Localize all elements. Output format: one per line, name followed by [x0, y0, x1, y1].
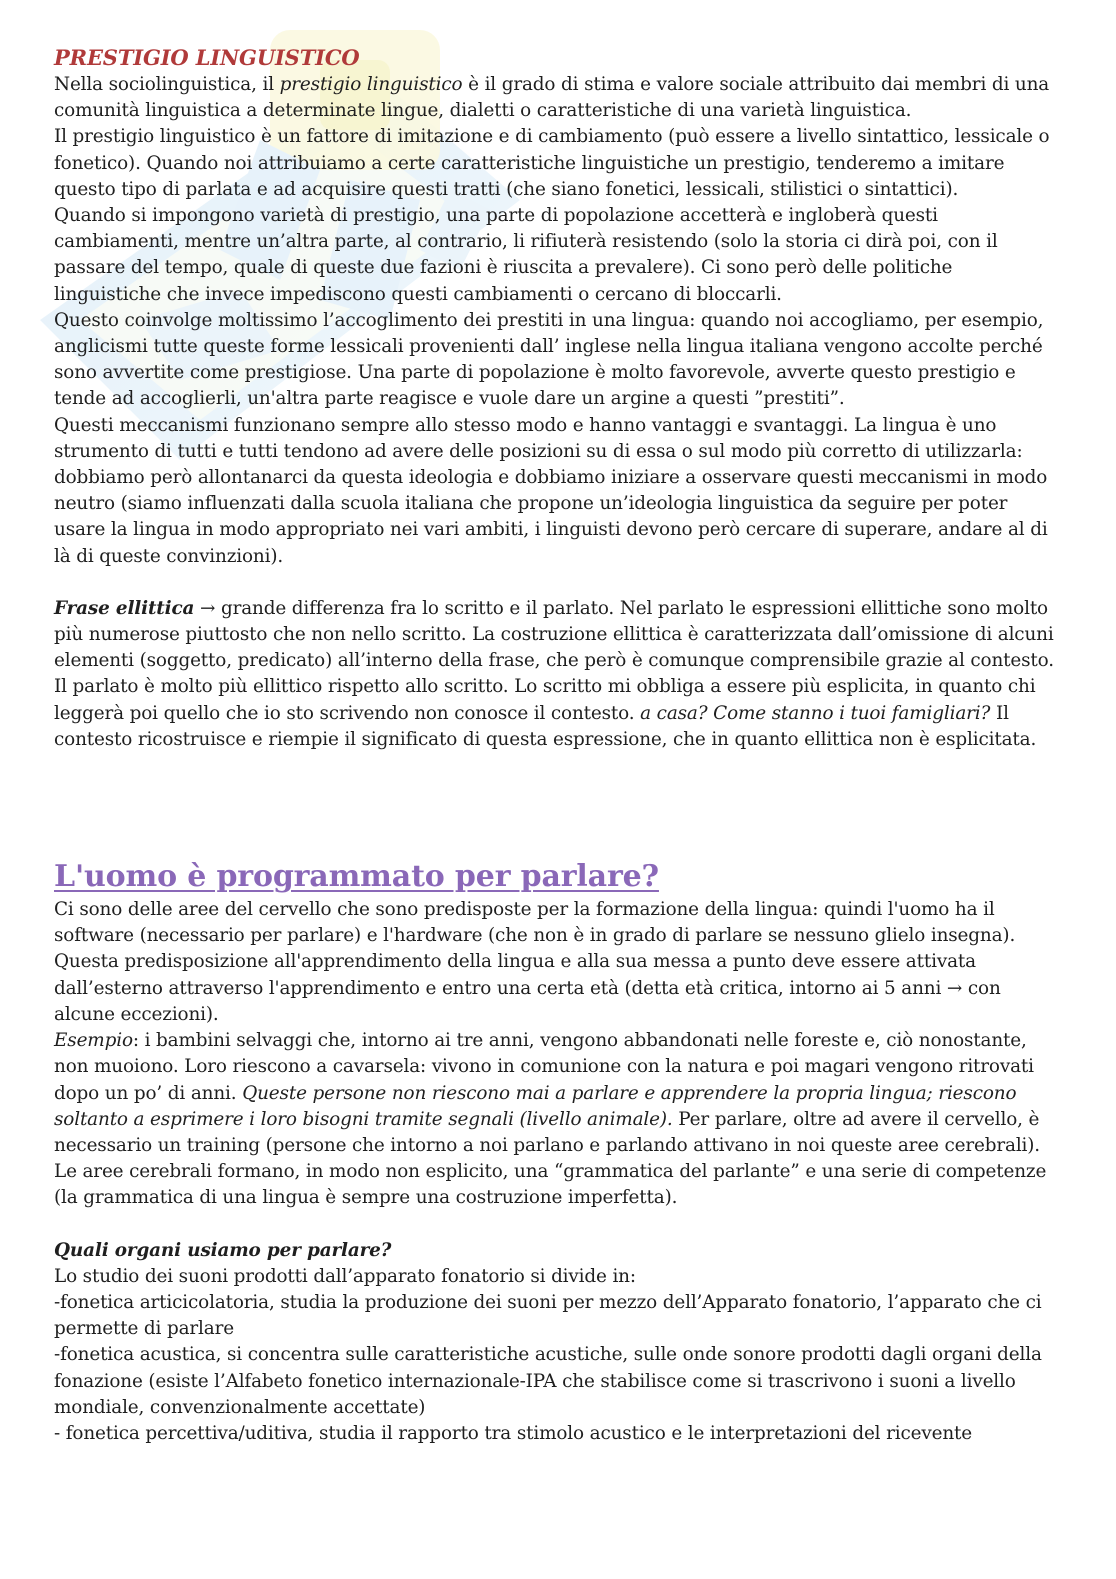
text-span: Nella sociolinguistica, il	[54, 74, 280, 95]
example-label: Esempio	[54, 1030, 133, 1052]
document-body	[54, 44, 1064, 1447]
example-italic: Queste persone non riescono mai a parlare e apprendere la propria lingua; riescono soltanto a esprimere i loro bisogni tramite segnali (livello animale).	[54, 1082, 1017, 1130]
list-item: -fonetica articicolatoria, studia la produzione dei suoni per mezzo dell’Apparato fonatorio, l’apparato che ci permette di parlare	[54, 1291, 1042, 1340]
paragraph: Il prestigio linguistico è un fattore di imitazione e di cambiamento (può essere a livello sintattico, lessicale o fonetico). Quando noi attribuiamo a certe caratteristiche linguistiche un prestigio, tenderemo a imitare questo tipo di parlata e ad acquisire questi tratti (che siano fonetici, lessicali, stilistici o sintattici).	[54, 126, 1050, 200]
subsection-title-organi: Quali organi usiamo per parlare?	[54, 1239, 392, 1261]
list-item: - fonetica percettiva/uditiva, studia il rapporto tra stimolo acustico e le interpretazioni del ricevente	[54, 1422, 973, 1444]
example-italic: a casa? Come stanno i tuoi famigliari?	[640, 702, 991, 724]
text-span: Ci sono delle aree del cervello che sono predisposte per la formazione della lingua: quindi l'uomo ha il software (necessario per parlare) e l'hardware (che non è in grado di parlare se nessuno glielo insegna). Questa predisposizione all'apprendimento della lingua e alla sua messa a punto deve essere attivata dall’esterno attraverso l'apprendimento e entro una certa età (detta età critica, intorno ai 5 anni	[54, 899, 1016, 999]
section-title-prestigio: PRESTIGIO LINGUISTICO	[54, 45, 360, 70]
paragraph: Questo coinvolge moltissimo l’accoglimento dei prestiti in una lingua: quando noi accogliamo, per esempio, anglicismi tutte queste forme lessicali provenienti dall’ inglese nella lingua italiana vengono accolte perché sono avvertite come prestigiose. Una parte di popolazione è molto favorevole, avverte questo prestigio e tende ad accoglierli, un'altra parte reagisce e vuole dare un argine a questi ”prestiti”.	[54, 309, 1044, 410]
paragraph	[54, 897, 1064, 1028]
text-span: grande differenza fra lo scritto e il parlato. Nel parlato le espressioni ellittiche sono molto più numerose piuttosto che non nello scritto. La costruzione ellittica è caratterizzata dall’omissione di alcuni elementi (soggetto, predicato) all’interno della frase, che però è comunque comprensibile grazie al contesto. Il parlato è molto più ellittico rispetto allo scritto. Lo scritto mi obbliga a essere più esplicita, in quanto chi leggerà poi quello che io sto scrivendo non conosce il contesto.	[54, 597, 1054, 724]
paragraph: Quando si impongono varietà di prestigio, una parte di popolazione accetterà e ingloberà questi cambiamenti, mentre un’altra parte, al contrario, li rifiuterà resistendo (solo la storia ci dirà poi, con il passare del tempo, quale di queste due fazioni è riuscita a prevalere). Ci sono però delle politiche linguistiche che invece impediscono questi cambiamenti o cercano di bloccarli.	[54, 205, 998, 305]
text-span: Il contesto ricostruisce e riempie il significato di questa espressione, che in quanto ellittica non è esplicitata.	[54, 702, 1037, 750]
paragraph-esempio	[54, 1028, 1064, 1211]
paragraph: Questi meccanismi funzionano sempre allo stesso modo e hanno vantaggi e svantaggi. La lingua è uno strumento di tutti e tutti tendono ad avere delle posizioni su di essa o sul modo più corretto di utilizzarla: dobbiamo però allontanarci da questa ideologia e dobbiamo iniziare a osservare questi meccanismi in modo neutro (siamo influenzati dalla scuola italiana che propone un’ideologia linguistica da seguire per poter usare la lingua in modo appropriato nei vari ambiti, i linguisti devono però cercare di superare, andare al di là di queste convinzioni).	[54, 414, 1048, 567]
term-frase-ellittica: Frase ellittica	[54, 597, 195, 619]
arrow-right-icon: →	[946, 977, 963, 999]
paragraph: Lo studio dei suoni prodotti dall’apparato fonatorio si divide in:	[54, 1265, 636, 1287]
text-span: è il grado di stima e valore sociale attribuito dai membri di una comunità linguistica a determinate lingue, dialetti o caratteristiche di una varietà linguistica.	[54, 74, 1050, 122]
paragraph	[54, 72, 1064, 124]
list-item: -fonetica acustica, si concentra sulle caratteristiche acustiche, sulle onde sonore prodotti dagli organi della fonazione (esiste l’Alfabeto fonetico internazionale-IPA che stabilisce come si trascrivono i suoni a livello mondiale, convenzionalmente accettate)	[54, 1344, 1042, 1418]
paragraph-frase-ellittica	[54, 596, 1064, 753]
section-title-uomo-programmato: L'uomo è programmato per parlare?	[54, 859, 659, 895]
emphasis-term: prestigio linguistico	[279, 74, 463, 95]
text-span: con alcune eccezioni).	[54, 977, 1001, 1025]
arrow-right-icon: →	[200, 597, 216, 619]
text-span: Per parlare, oltre ad avere il cervello, è necessario un training (persone che intorno a noi parlano e parlando attivano in noi queste aree cerebrali). Le aree cerebrali formano, in modo non esplicito, una “grammatica del parlante” e una serie di competenze (la grammatica di una lingua è sempre una costruzione imperfetta).	[54, 1108, 1047, 1209]
text-span: : i bambini selvaggi che, intorno ai tre anni, vengono abbandonati nelle foreste e, ciò nonostante, non muoiono. Loro riescono a cavarsela: vivono in comunione con la natura e poi magari vengono ritrovati dopo un po’ di anni.	[54, 1030, 1034, 1104]
